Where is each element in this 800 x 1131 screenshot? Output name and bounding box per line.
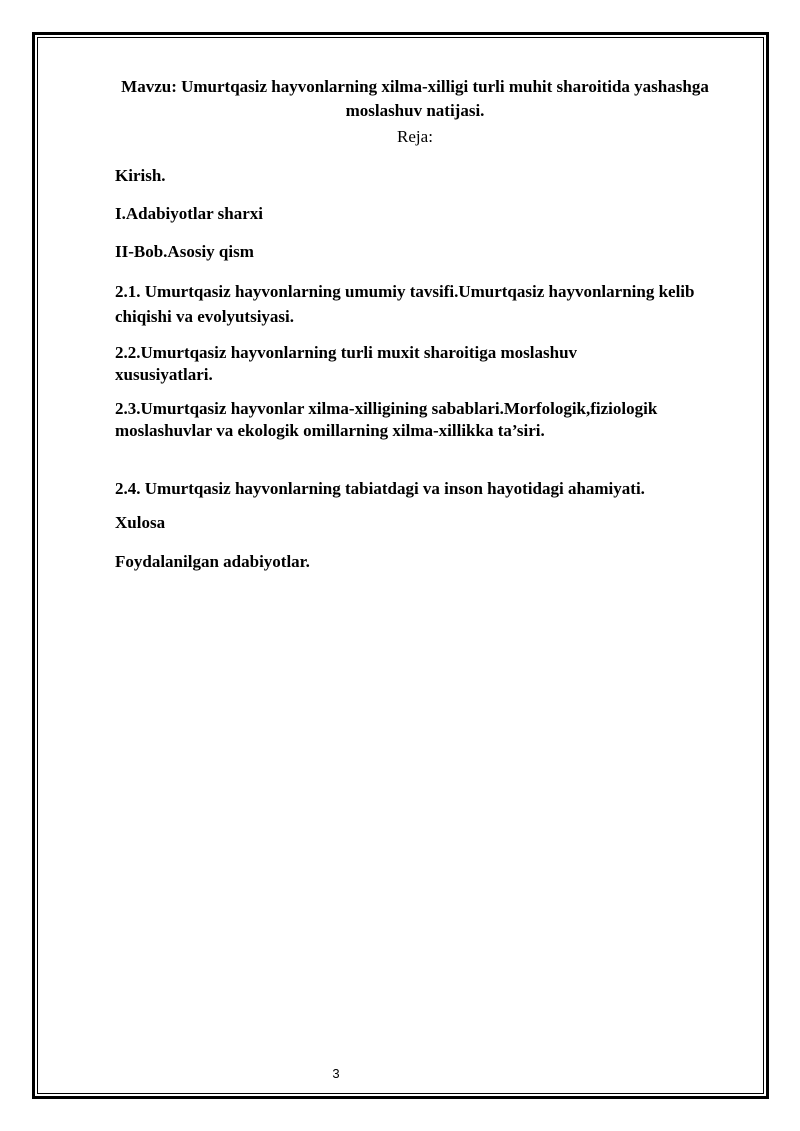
toc-item-2-1: 2.1. Umurtqasiz hayvonlarning umumiy tavsifi.Umurtqasiz hayvonlarning kelib chiqishi va evolyutsiyasi. bbox=[115, 282, 695, 326]
toc-item-literature-review: I.Adabiyotlar sharxi bbox=[115, 204, 263, 223]
toc-item-main-part: II-Bob.Asosiy qism bbox=[115, 242, 254, 261]
toc-item-2-2: 2.2.Umurtqasiz hayvonlarning turli muxit sharoitiga moslashuv xususiyatlari. bbox=[115, 343, 578, 384]
page-number: 3 bbox=[332, 1066, 340, 1081]
toc-item-introduction: Kirish. bbox=[115, 166, 166, 185]
toc-item-2-4: 2.4. Umurtqasiz hayvonlarning tabiatdagi va inson hayotidagi ahamiyati. bbox=[115, 479, 645, 498]
toc-item-references: Foydalanilgan adabiyotlar. bbox=[115, 552, 310, 571]
toc-item-conclusion: Xulosa bbox=[115, 513, 166, 532]
toc-item-2-3: 2.3.Umurtqasiz hayvonlar xilma-xilligining sabablari.Morfologik,fiziologik moslashuvlar va ekologik omillarning xilma-xillikka ta’siri. bbox=[115, 399, 658, 440]
document-title: Mavzu: Umurtqasiz hayvonlarning xilma-xilligi turli muhit sharoitida yashashga moslashuv natijasi. bbox=[121, 77, 709, 120]
plan-label: Reja: bbox=[397, 127, 433, 146]
